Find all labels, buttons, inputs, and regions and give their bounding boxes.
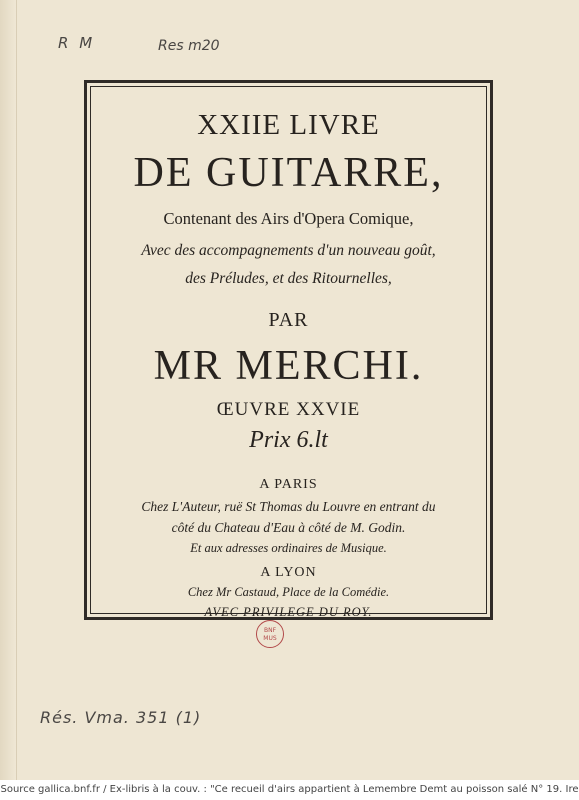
city-lyon: A LYON (260, 565, 317, 580)
usual-addresses: Et aux adresses ordinaires de Musique. (190, 541, 387, 555)
city-paris: A PARIS (259, 477, 318, 492)
stamp-line-1: BNF (263, 627, 277, 634)
title-frame (84, 80, 493, 620)
opus-number: ŒUVRE XXVIE (216, 399, 361, 420)
paris-address-1: Chez L'Auteur, ruë St Thomas du Louvre en entrant du (141, 499, 436, 514)
royal-privilege: AVEC PRIVILEGE DU ROY. (204, 605, 373, 619)
price: Prix 6.lt (249, 427, 328, 453)
source-footer: Source gallica.bnf.fr / Ex-libris à la couv. : "Ce recueil d'airs appartient à Lemembre Demt au poisson salé N° 19. Ire (0, 784, 579, 795)
handwritten-mark-right: Res m20 (158, 38, 220, 54)
author-name: MR MERCHI. (153, 343, 424, 389)
paris-address-2: côté du Chateau d'Eau à côté de M. Godin. (171, 520, 406, 535)
shelfmark: Rés. Vma. 351 (1) (40, 708, 202, 727)
title-frame-inner-border (90, 86, 487, 619)
handwritten-mark-left: R M (58, 34, 96, 52)
book-title: DE GUITARRE, (133, 150, 444, 196)
lyon-address: Chez Mr Castaud, Place de la Comédie. (187, 585, 390, 599)
by-label: PAR (268, 309, 309, 331)
book-number: XXIIE LIVRE (197, 109, 380, 141)
page-binding-edge (0, 0, 17, 780)
contents-line: Contenant des Airs d'Opera Comique, (163, 209, 414, 228)
library-stamp (256, 620, 284, 648)
preludes-line: des Préludes, et des Ritournelles, (185, 270, 392, 287)
accompaniment-line: Avec des accompagnements d'un nouveau goût, (141, 242, 436, 259)
stamp-line-2: MUS (263, 635, 277, 642)
